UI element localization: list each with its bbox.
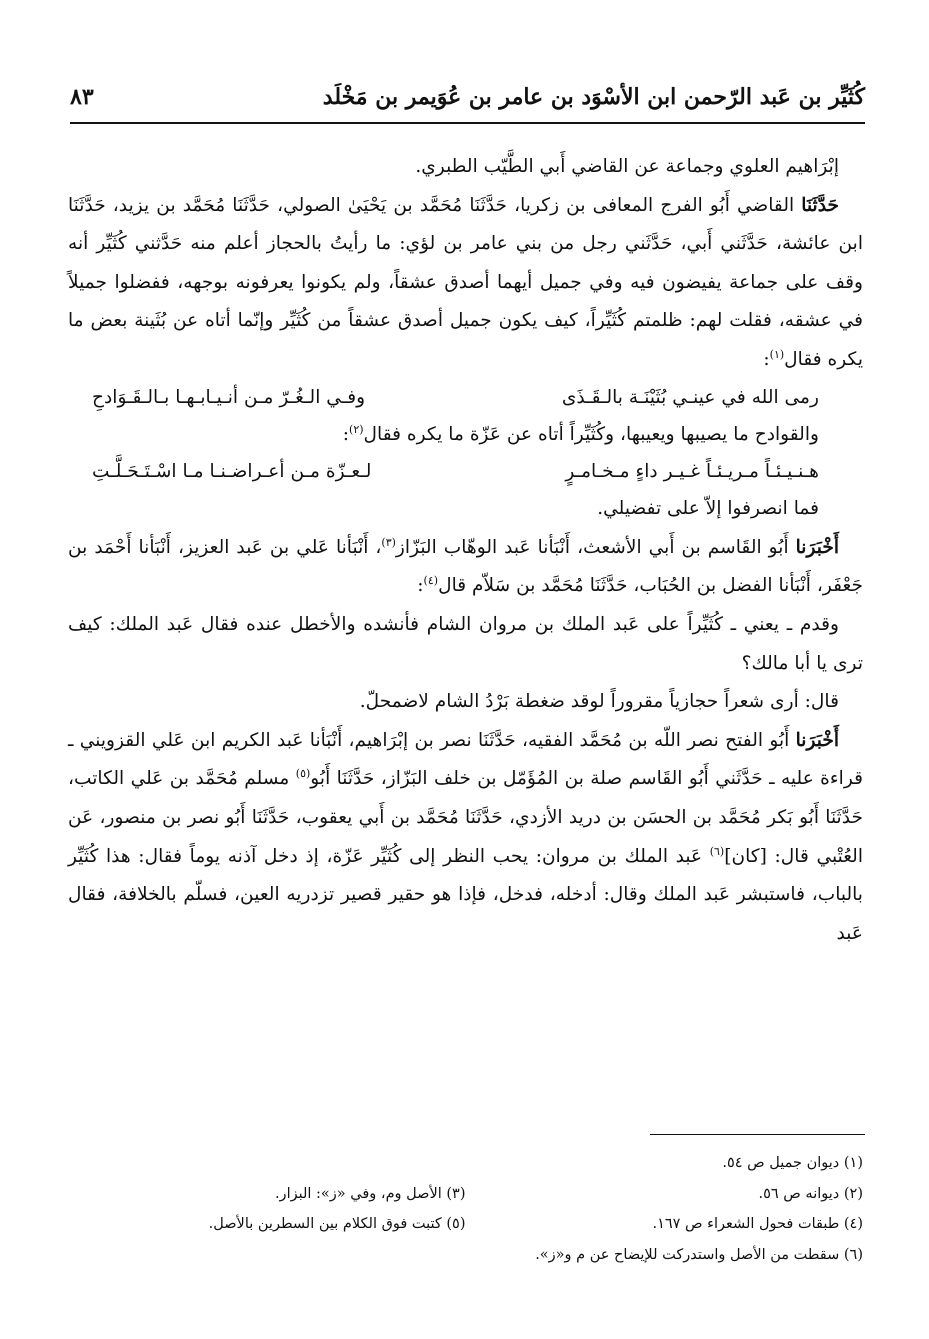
footnote-ref-2: (٢) — [349, 422, 364, 436]
paragraph-end: : — [763, 348, 770, 370]
footnote-4: (٤) طبقات فحول الشعراء ص ١٦٧. — [652, 1216, 863, 1232]
paragraph-8 — [68, 722, 863, 954]
running-title: كُثَيِّر بن عَبد الرّحمن ابن الأسْوَد بن عامر بن عُوَيمر بن مَخْلَد — [322, 84, 865, 110]
footnote-row — [68, 1240, 863, 1271]
paragraph-end: : — [342, 423, 350, 445]
footnote-row — [68, 1148, 863, 1179]
paragraph-2 — [68, 187, 863, 380]
paragraph-text: أَبُو القَاسم بن أَبي الأشعث، أَنْبَأنا عَبد الوهّاب البَزّاز — [395, 536, 796, 558]
paragraph-text: وقدم ـ يعني ـ كُثَيِّراً على عَبد الملك بن مروان الشام فأنشده والأخطل عنده فقال عَبد الملك: كيف ترى يا أبا مالك؟ — [68, 613, 863, 674]
paragraph-text: أَبُو الفتح نصر اللّه بن مُحَمَّد الفقيه، حَدَّثَنَا نصر بن إبْرَاهيم، أَنْبَأنا عَبد الكريم ابن عَلي القزويني ـ قراءة عليه ـ حَدَّثَني أَبُو القَاسم صلة بن المُؤَمّل بن خلف البَزّاز، حَدَّثَنَا أَبُو — [68, 729, 863, 790]
paragraph-text: والقوادح ما يصيبها ويعيبها، وكُثَيِّراً أتاه عن عَزّة ما يكره فقال — [363, 423, 819, 445]
isnad-lead-word: أَخْبَرَنا — [795, 536, 839, 558]
footnote-3: (٣) الأصل وم، وفي «ز»: البزار. — [274, 1185, 466, 1202]
footnote-ref-5: (٥) — [295, 767, 311, 781]
paragraph-text: عَبد الملك بن مروان: يحب النظر إلى كُثَيِّر عَزّة، إذ دخل آذنه يوماً فقال: هذا كُثَيِّر بالباب، فاستبشر عَبد الملك وقال: أدخله، فدخل، فإذا هو حقير قصير تزدريه العين، فسلّم بالخلافة، فقال عَبد — [68, 845, 863, 944]
paragraph-4 — [68, 490, 863, 529]
verse-2 — [68, 454, 863, 490]
footnotes — [68, 1148, 863, 1270]
footnote-ref-1: (١) — [769, 347, 785, 361]
paragraph-text: ، أَنْبَأنا عَلي بن عَبد العزيز، أَنْبَأنا أَحْمَد بن جَعْفَر، أَنْبَأنا الفضل بن الحُبَاب، حَدَّثَنَا مُحَمَّد بن سَلاّم قال — [68, 536, 863, 597]
verse-2-first-hemistich: هـنـيـئـاً مـريـئـاً غـيـر داءٍ مـخـامـرٍ — [565, 461, 819, 483]
footnote-ref-6: (٦) — [709, 844, 725, 858]
verse-1-second-hemistich: وفـي الـغُـرّ مـن أنـيـابـهـا بـالـقَـوَادحِ — [92, 386, 366, 408]
footnote-row — [68, 1209, 863, 1240]
footnote-2: (٢) ديوانه ص ٥٦. — [758, 1185, 863, 1202]
paragraph-7 — [68, 683, 863, 722]
verse-2-second-hemistich: لـعـزّة مـن أعـراضـنـا مـا اسْـتَـحَـلَّـتِ — [92, 461, 372, 483]
footnote-separator — [68, 1134, 865, 1135]
verse-1-first-hemistich: رمى الله في عينـي بُثَيْنَـة بالـقَـذَى — [561, 386, 819, 408]
paragraph-1 — [68, 148, 863, 187]
footnote-ref-4: (٤) — [423, 574, 439, 588]
footnote-5: (٥) كتبت فوق الكلام بين السطرين بالأصل. — [208, 1216, 466, 1232]
page-header — [70, 78, 865, 124]
footnote-1: (١) ديوان جميل ص ٥٤. — [722, 1155, 863, 1171]
footnote-6: (٦) سقطت من الأصل واستدركت للإيضاح عن م و«ز». — [535, 1246, 863, 1263]
paragraph-5 — [68, 529, 863, 606]
isnad-lead-word: حَدَّثَنَا — [801, 194, 839, 216]
verse-1 — [68, 380, 863, 416]
paragraph-3 — [68, 416, 863, 455]
paragraph-text: القاضي أَبُو الفرج المعافى بن زكريا، حَدَّثَنَا مُحَمَّد بن يَحْيَىٰ الصولي، حَدَّثَنَا مُحَمَّد بن يزيد، حَدَّثَنَا ابن عائشة، حَدَّثَني أَبي، حَدَّثَني رجل من بني عامر بن لؤي: ما رأيتُ بالحجاز أعلم منه حَدَّثني كُثَيِّر أنه وقف على جماعة يفيضون فيه وفي جميل أيهما أصدق عشقاً، ولم يكونوا يعرفونه بوجهه، ففضلوا جميلاً في عشقه، فقلت لهم: ظلمتم كُثَيِّراً، كيف يكون جميل أصدق عشقاً من كُثَيِّر وإنّما أتاه عن بُثَينة بعض ما يكره فقال — [68, 194, 863, 370]
paragraph-text: إبْرَاهيم العلوي وجماعة عن القاضي أَبي الطَّيّب الطبري. — [415, 156, 839, 177]
paragraph-6 — [68, 606, 863, 683]
page-number: ٨٣ — [70, 84, 94, 110]
paragraph-text: مسلم مُحَمَّد بن عَلي الكاتب، حَدَّثَنَا أَبُو بَكر مُحَمَّد بن الحسَن بن دريد الأزدي، حَدَّثَنَا مُحَمَّد بن أَبي يعقوب، حَدَّثَنَا أَبُو نصر بن منصور، عَن العُتْبي قال: [كان] — [68, 768, 863, 867]
paragraph-text: قال: أرى شعراً حجازياً مقروراً لوقد ضغطة بَرْدُ الشام لاضمحلّ. — [359, 691, 839, 713]
paragraph-end: : — [417, 575, 424, 597]
paragraph-text: فما انصرفوا إلاّ على تفضيلي. — [597, 498, 819, 520]
page-body — [68, 148, 863, 953]
isnad-lead-word: أَخْبَرَنا — [795, 729, 839, 751]
footnote-ref-3: (٣) — [381, 535, 396, 549]
footnote-row — [68, 1179, 863, 1210]
